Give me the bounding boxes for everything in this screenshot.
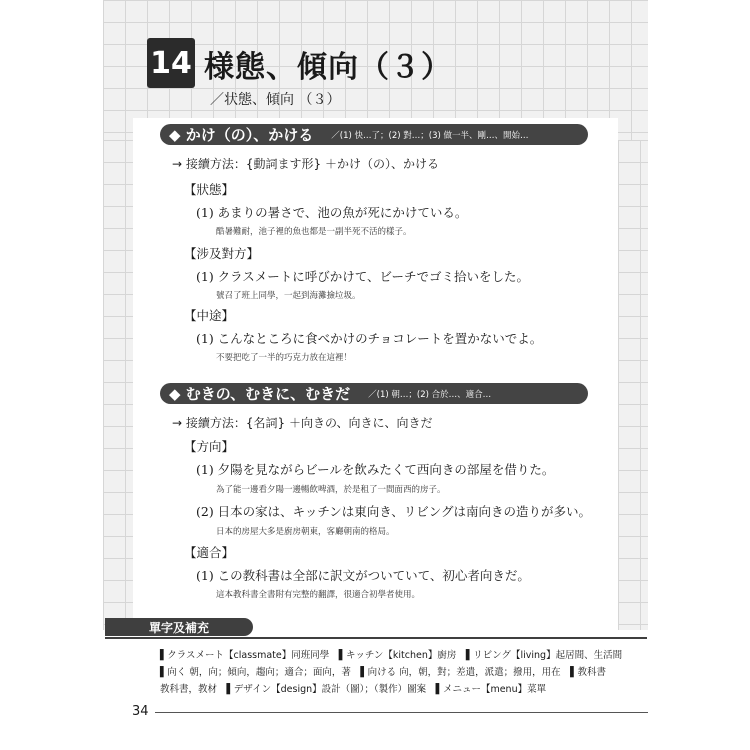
section-header-kake — [160, 124, 588, 145]
example-sentence: (2) 日本の家は、キッチンは東向き、リビングは南向きの造りが多い。 — [196, 504, 592, 519]
example-sentence: (1) あまりの暑さで、池の魚が死にかけている。 — [196, 205, 468, 220]
example-sentence: (1) クラスメートに呼びかけて、ビーチでゴミ拾いをした。 — [196, 269, 530, 284]
grammar-rule: → 接續方法：{動詞ます形} ＋かけ（の）、かける — [172, 157, 439, 171]
category-label: 【適合】 — [184, 545, 235, 560]
example-translation: 酷暑難耐，池子裡的魚也都是一副半死不活的樣子。 — [216, 227, 412, 237]
example-translation: 日本的房屋大多是廚房朝東，客廳朝南的格局。 — [216, 527, 395, 537]
category-label: 【中途】 — [184, 308, 235, 323]
page-number: 34 — [132, 704, 149, 719]
category-label: 【方向】 — [184, 439, 235, 454]
example-sentence: (1) こんなところに食べかけのチョコレートを置かないでよ。 — [196, 331, 543, 346]
vocab-divider — [105, 637, 647, 639]
section-gloss: ／(1) 快…了；(2) 對…；(3) 做一半、剛…、開始… — [331, 130, 529, 141]
example-translation: 號召了班上同學，一起到海灘撿垃圾。 — [216, 291, 361, 301]
example-translation: 這本教科書全書附有完整的翻譯，很適合初學者使用。 — [216, 590, 421, 600]
grammar-rule: → 接續方法：{名詞} ＋向きの、向きに、向きだ — [172, 416, 433, 430]
example-translation: 為了能一邊看夕陽一邊暢飲啤酒，於是租了一間面西的房子。 — [216, 485, 446, 495]
vocab-label: 單字及補充 — [105, 618, 253, 636]
section-header-muki — [160, 383, 588, 404]
vocab-line: ▌クラスメート【classmate】同班同學 ▌キッチン【kitchen】廚房 ▌リビング【living】起居間、生活間 — [160, 650, 623, 661]
vocab-line: ▌向く 朝，向；傾向，趨向；適合；面向，著 ▌向ける 向，朝，對；差遣，派遣；撥用，用在 ▌教科書 — [160, 667, 606, 678]
example-sentence: (1) この教科書は全部に訳文がついていて、初心者向きだ。 — [196, 568, 530, 583]
example-sentence: (1) 夕陽を見ながらビールを飲みたくて西向きの部屋を借りた。 — [196, 462, 555, 477]
footer-divider — [155, 712, 648, 713]
grid-background-right — [618, 140, 648, 630]
section-heading: ◆ かけ（の）、かける — [169, 126, 314, 144]
grid-background-left — [103, 140, 133, 630]
vocab-line: 教科書，教材 ▌デザイン【design】設計（圖）；（製作）圖案 ▌メニュー【menu】菜單 — [160, 684, 547, 695]
section-heading: ◆ むきの、むきに、むきだ — [169, 385, 351, 403]
page-title: 様態、傾向（３） — [204, 50, 452, 85]
example-translation: 不要把吃了一半的巧克力放在這裡！ — [216, 353, 353, 363]
lesson-number-badge: 14 — [147, 38, 195, 88]
page-subtitle: ／状態、傾向 （３） — [210, 92, 341, 108]
category-label: 【涉及對方】 — [184, 246, 260, 261]
category-label: 【狀態】 — [184, 182, 235, 197]
section-gloss: ／(1) 朝…；(2) 合於…、適合… — [368, 389, 492, 400]
